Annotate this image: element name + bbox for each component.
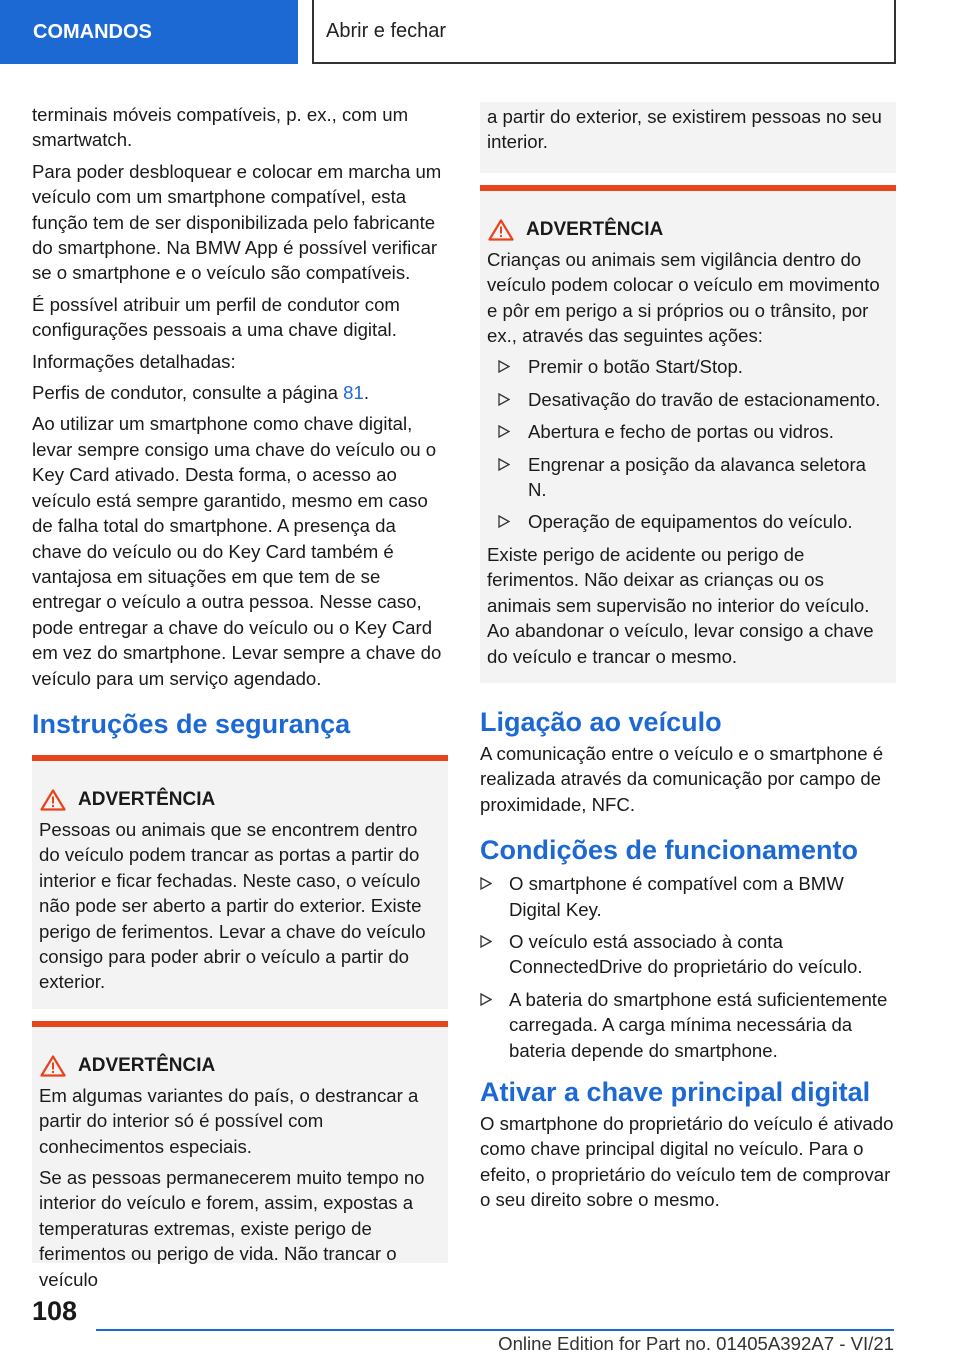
paragraph: Para poder desbloquear e colocar em marcha um veículo com um smartphone compatível, esta função tem de ser disponibilizada pelo fabricante do smartphone. Na BMW App é possível verificar se o smartphone e o veículo são compatíveis. (32, 160, 442, 284)
warning-continuation (480, 102, 896, 173)
triangle-bullet-icon (480, 993, 492, 1006)
footer-edition: Online Edition for Part no. 01405A392A7 - VI/21 (498, 1333, 894, 1354)
warning-header (39, 789, 440, 811)
triangle-bullet-icon (498, 393, 510, 406)
section-heading-condicoes: Condições de funcionamento (480, 835, 859, 866)
page-number: 108 (32, 1296, 78, 1326)
reference-end: . (363, 382, 369, 404)
warning-text: Pessoas ou animais que se encontrem dentro do veículo podem trancar as portas a partir do interior e ficar fechadas. Neste caso, o veículo não pode ser aberto a partir do exterior. Existe perigo de ferimentos. Levar a chave do veículo consigo para poder abrir o veículo a partir do exterior. (39, 818, 426, 993)
paragraph: Ao utilizar um smartphone como chave digital, levar sempre consigo uma chave do veículo ou o Key Card ativado. Desta forma, o acesso ao veículo está sempre garantido, mesmo em caso de falha total do smartphone. A presença da chave do veículo ou do Key Card também é vantajosa em situações em que tem de se entregar o veículo a outra pessoa. Nesse caso, pode entregar a chave do veículo ou o Key Card em vez do smartphone. Levar sempre a chave do veículo para um serviço agendado. (32, 413, 442, 689)
list-item: Engrenar a posição da alavanca seletora N. (487, 452, 888, 503)
reference-text: Perfis de condutor, consulte a página (32, 382, 344, 404)
warning-label: ADVERTÊNCIA (78, 788, 216, 810)
triangle-bullet-icon (480, 935, 492, 948)
warning-text: Em algumas variantes do país, o destrancar a partir do interior só é possível com conhecimentos especiais. (39, 1084, 419, 1157)
paragraph: O smartphone do proprietário do veículo é ativado como chave principal digital no veículo. Para o efeito, o proprietário do veículo tem de comprovar o seu direito sobre o mesmo. (480, 1112, 894, 1211)
warning-icon (40, 1055, 66, 1077)
warning-text: Se as pessoas permanecerem muito tempo no interior do veículo e forem, assim, expostas a temperaturas extremas, existe perigo de ferimentos ou perigo de vida. Não trancar o veículo (39, 1167, 425, 1290)
triangle-bullet-icon (480, 877, 492, 890)
triangle-bullet-icon (498, 458, 510, 471)
list-item: Abertura e fecho de portas ou vidros. (487, 419, 888, 444)
triangle-bullet-icon (498, 515, 510, 528)
warning-text: Crianças ou animais sem vigilância dentro do veículo podem colocar o veículo em movimento e pôr em perigo a si próprios ou o trânsito, por ex., através das seguintes ações: (487, 248, 880, 347)
warning-label: ADVERTÊNCIA (526, 218, 664, 240)
page-link[interactable]: 81 (343, 382, 364, 404)
paragraph: terminais móveis compatíveis, p. ex., com um smartwatch. (32, 104, 409, 151)
list-item: Desativação do travão de estacionamento. (487, 387, 888, 412)
chapter-title: Abrir e fechar (312, 0, 896, 64)
list-item: O veículo está associado à conta ConnectedDrive do proprietário do veículo. (480, 929, 896, 980)
warning-box (32, 755, 448, 1009)
list-item: A bateria do smartphone está suficientemente carregada. A carga mínima necessária da bateria depende do smartphone. (480, 987, 896, 1063)
footer-divider (96, 1329, 894, 1331)
list-item: Premir o botão Start/Stop. (487, 354, 888, 379)
section-heading-seguranca: Instruções de segurança (32, 708, 351, 739)
list-item: Operação de equipamentos do veículo. (487, 509, 888, 534)
warning-icon (40, 789, 66, 811)
warning-header (487, 219, 888, 241)
triangle-bullet-icon (498, 360, 510, 373)
action-list (487, 354, 888, 534)
section-tab: COMANDOS (0, 0, 298, 64)
paragraph: É possível atribuir um perfil de condutor com configurações pessoais a uma chave digital. (32, 293, 400, 341)
section-heading-ligacao: Ligação ao veículo (480, 706, 722, 737)
section-heading-ativar: Ativar a chave principal digital (480, 1076, 871, 1107)
triangle-bullet-icon (498, 425, 510, 438)
paragraph: Informações detalhadas: (32, 350, 236, 372)
warning-icon (488, 219, 514, 241)
list-item: O smartphone é compatível com a BMW Digital Key. (480, 871, 896, 922)
conditions-list (480, 871, 896, 1063)
warning-text: Existe perigo de acidente ou perigo de ferimentos. Não deixar as crianças ou os animais sem supervisão no interior do veículo. Ao abandonar o veículo, levar consigo a chave do veículo e trancar o mesmo. (487, 543, 874, 667)
warning-box (480, 185, 896, 683)
paragraph: A comunicação entre o veículo e o smartphone é realizada através da comunicação por campo de proximidade, NFC. (480, 742, 884, 815)
warning-header (39, 1055, 440, 1077)
right-column (480, 102, 896, 1219)
warning-text: a partir do exterior, se existirem pessoas no seu interior. (487, 106, 882, 153)
paragraph-reference (32, 380, 448, 405)
warning-label: ADVERTÊNCIA (78, 1054, 216, 1076)
warning-box (32, 1021, 448, 1290)
left-column (32, 102, 448, 1290)
